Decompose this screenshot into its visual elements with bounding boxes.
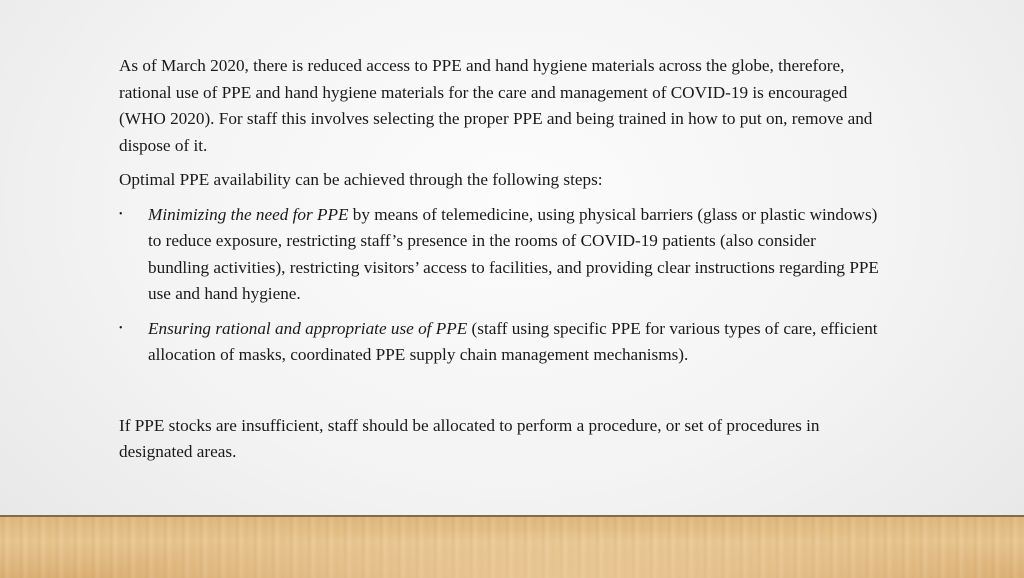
list-item [119,202,879,308]
bullet-text: (staff using specific PPE for various types of care, efficient allocation of masks, coordinated PPE supply chain management mechanisms). [148,318,878,364]
bullet-marker: • [119,208,123,220]
slide-content [119,53,879,474]
intro-paragraph: As of March 2020, there is reduced access to PPE and hand hygiene materials across the globe, therefore, rational use of PPE and hand hygiene materials for the care and management of COVID-19 is encouraged (WHO 2020). For staff this involves selecting the proper PPE and being trained in how to put on, remove and dispose of it. [119,56,873,155]
spacer [119,377,879,413]
list-item [119,316,879,369]
steps-intro-paragraph: Optimal PPE availability can be achieved through the following steps: [119,170,603,189]
wood-floor-decoration [0,515,1024,578]
bullet-marker: • [119,322,123,334]
bullet-lead: Minimizing the need for PPE [148,204,349,224]
bullet-text: by means of telemedicine, using physical barriers (glass or plastic windows) to reduce exposure, restricting staff’s presence in the rooms of COVID-19 patients (also consider bundling activities), restricting visitors’ access to facilities, and providing clear instructions regarding PPE use and hand hygiene. [148,204,879,303]
bullet-lead: Ensuring rational and appropriate use of PPE [148,318,468,338]
closing-paragraph: If PPE stocks are insufficient, staff should be allocated to perform a procedure, or set of procedures in designated areas. [119,415,820,461]
steps-list [119,202,879,369]
